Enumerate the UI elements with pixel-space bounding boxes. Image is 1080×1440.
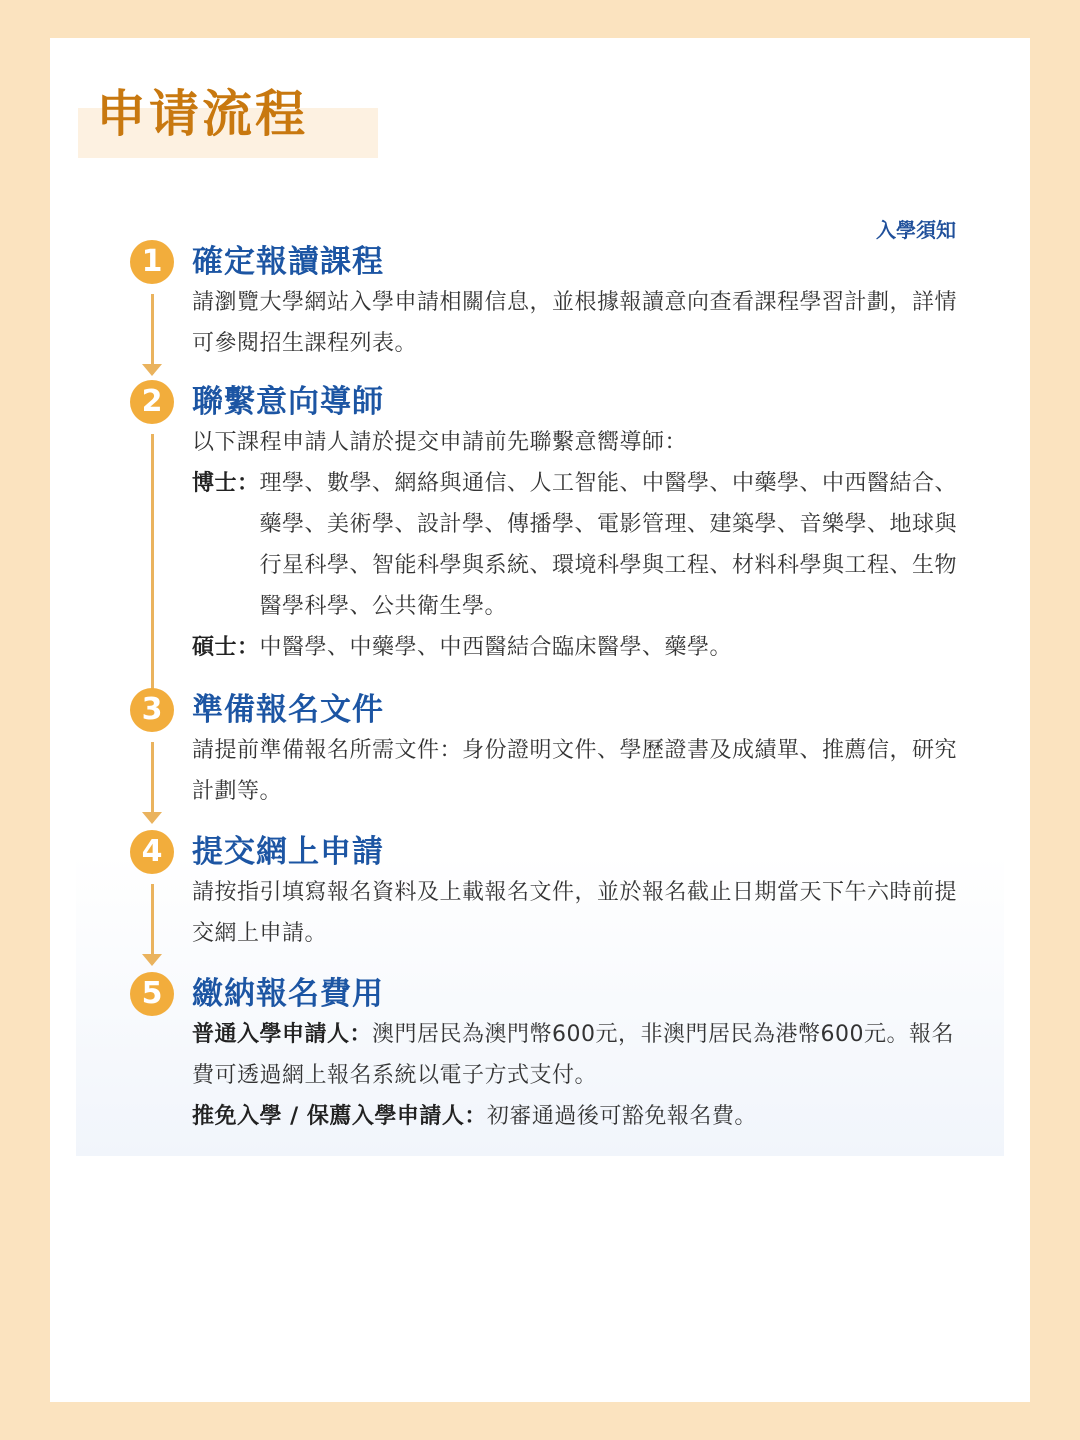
phd-label: 博士： <box>192 471 260 496</box>
step-title-3: 準備報名文件 <box>192 692 384 728</box>
step-title-1: 確定報讀課程 <box>192 244 384 280</box>
general-applicant <box>192 1014 970 1096</box>
step-number-3: 3 <box>130 688 174 732</box>
phd-list: 理學、數學、網絡與通信、人工智能、中醫學、中藥學、中西醫結合、藥學、美術學、設計學、傳播學、電影管理、建築學、音樂學、地球與行星科學、智能科學與系統、環境科學與工程、材料科學與工程、生物醫學科學、公共衛生學。 <box>259 471 958 619</box>
step-number-5: 5 <box>130 972 174 1016</box>
down-arrow-icon <box>151 434 154 706</box>
master-list: 中醫學、中藥學、中西醫結合臨床醫學、藥學。 <box>259 635 733 660</box>
general-text: 澳門居民為澳門幣600元，非澳門居民為港幣600元。報名費可透過網上報名系統以電子方式支付。 <box>192 1022 954 1088</box>
phd-programs <box>192 463 970 627</box>
down-arrow-icon <box>151 884 154 964</box>
step-text-1: 請瀏覽大學網站入學申請相關信息，並根據報讀意向查看課程學習計劃，詳情可參閱招生課程列表。 <box>192 290 958 356</box>
admission-document <box>76 210 1004 1156</box>
step-number-1: 1 <box>130 240 174 284</box>
step-number-2: 2 <box>130 380 174 424</box>
exempt-label: 推免入學 / 保薦入學申請人： <box>192 1104 487 1129</box>
master-label: 碩士： <box>192 635 260 660</box>
master-programs <box>192 627 970 668</box>
step-text-3: 請提前準備報名所需文件：身份證明文件、學歷證書及成績單、推薦信，研究計劃等。 <box>192 738 958 804</box>
step-body-2 <box>192 422 970 668</box>
step-title-2: 聯繫意向導師 <box>192 384 384 420</box>
exempt-text: 初審通過後可豁免報名費。 <box>486 1104 757 1129</box>
step-number-4: 4 <box>130 830 174 874</box>
page-title: 申请流程 <box>96 85 308 143</box>
content-card <box>50 38 1030 1402</box>
step-body-5 <box>192 1014 970 1137</box>
step-title-4: 提交網上申請 <box>192 834 384 870</box>
exempt-applicant <box>192 1096 970 1137</box>
document-tag: 入學須知 <box>876 218 956 242</box>
step-title-5: 繳納報名費用 <box>192 976 384 1012</box>
step-text-4: 請按指引填寫報名資料及上載報名文件，並於報名截止日期當天下午六時前提交網上申請。 <box>192 880 958 946</box>
down-arrow-icon <box>151 742 154 822</box>
general-label: 普通入學申請人： <box>192 1022 373 1047</box>
step-intro-2: 以下課程申請人請於提交申請前先聯繫意嚮導師： <box>192 430 688 455</box>
down-arrow-icon <box>151 294 154 374</box>
